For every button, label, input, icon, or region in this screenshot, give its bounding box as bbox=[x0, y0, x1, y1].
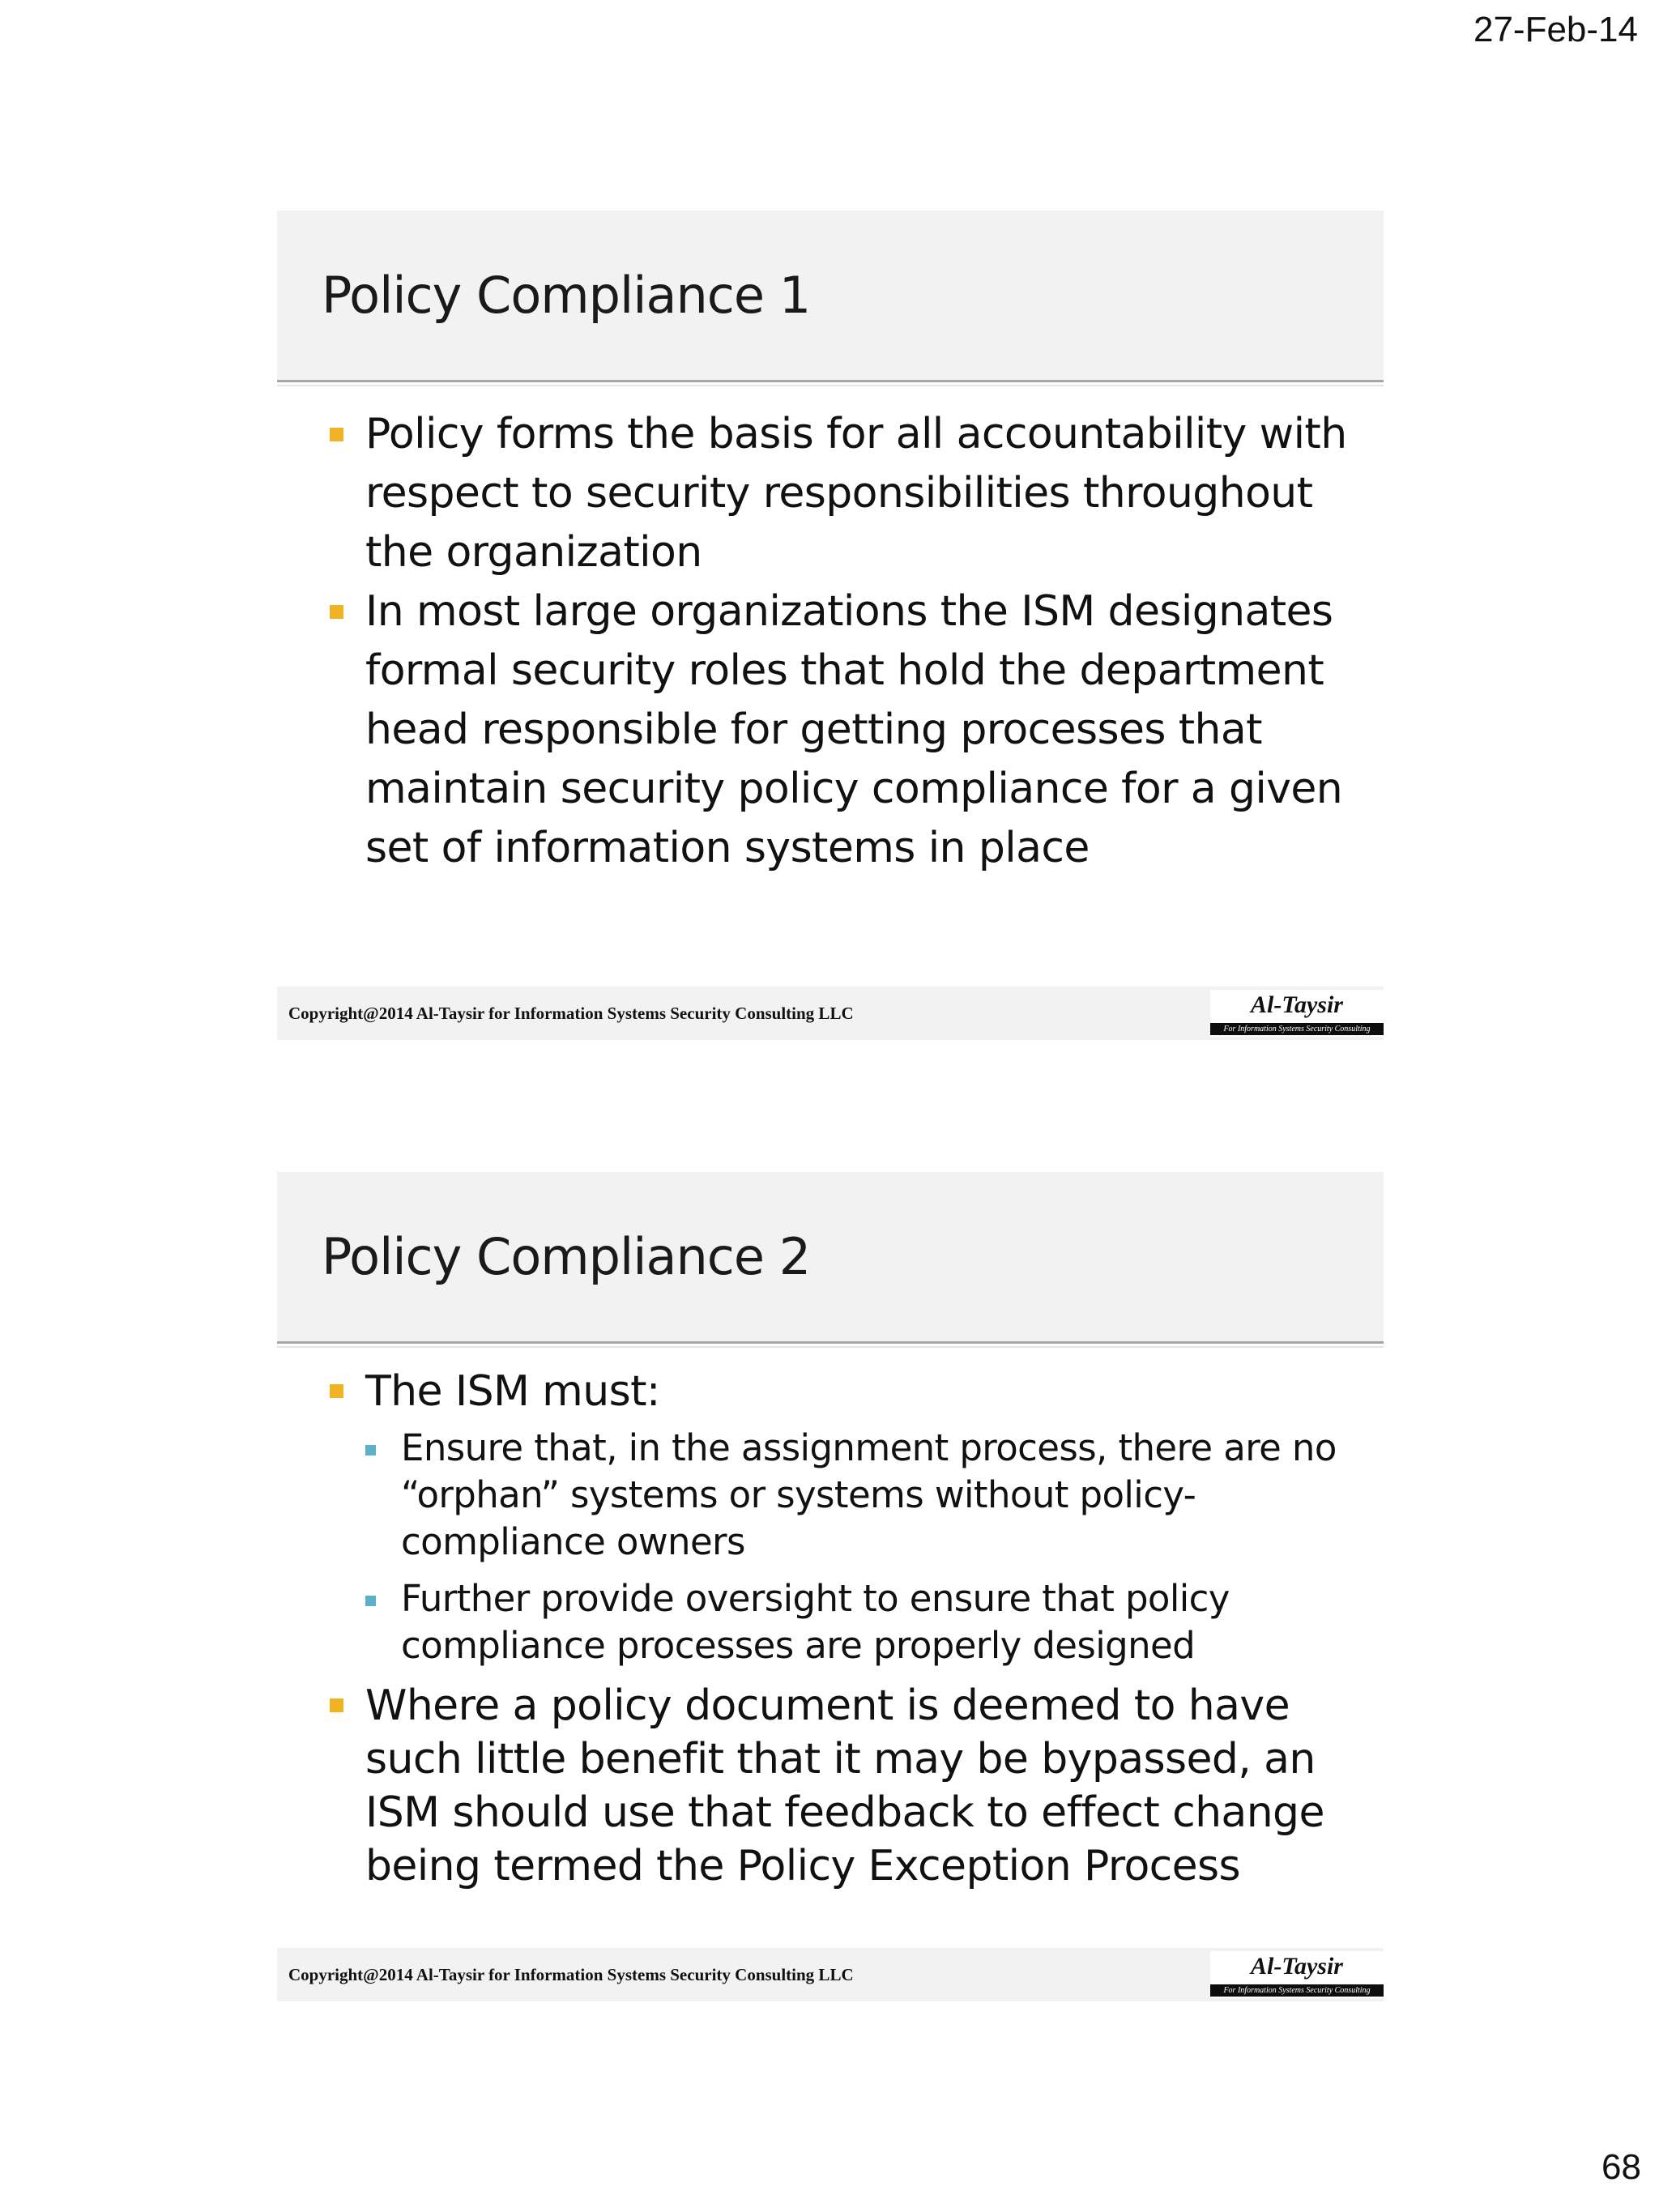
logo-name: Al-Taysir bbox=[1251, 1953, 1343, 1980]
sub-bullet-list bbox=[365, 1425, 1351, 1669]
sub-bullet-item bbox=[365, 1575, 1351, 1669]
copyright-text: Copyright@2014 Al-Taysir for Information Systems Security Consulting LLC bbox=[288, 1965, 854, 1984]
sub-bullet-text: Ensure that, in the assignment process, there are no “orphan” systems or systems without policy-compliance owners bbox=[401, 1426, 1337, 1563]
bullet-item bbox=[330, 1679, 1351, 1893]
bullet-list bbox=[330, 1365, 1351, 1893]
bullet-square-icon bbox=[330, 1698, 343, 1712]
bullet-square-icon bbox=[330, 428, 343, 441]
slide-policy-compliance-2 bbox=[277, 1172, 1384, 2001]
logo-tagline: For Information Systems Security Consulting bbox=[1210, 1984, 1384, 1997]
slide-header bbox=[277, 211, 1384, 382]
slide-footer bbox=[277, 1948, 1384, 2001]
copyright-text: Copyright@2014 Al-Taysir for Information Systems Security Consulting LLC bbox=[288, 1004, 854, 1023]
bullet-text: Policy forms the basis for all accountability with respect to security responsibilities throughout the organization bbox=[365, 410, 1347, 577]
al-taysir-logo bbox=[1210, 990, 1384, 1037]
sub-bullet-item bbox=[365, 1425, 1351, 1566]
slide-header bbox=[277, 1172, 1384, 1344]
bullet-square-icon bbox=[330, 1384, 343, 1398]
sub-bullet-text: Further provide oversight to ensure that policy compliance processes are properly designed bbox=[401, 1577, 1230, 1667]
slide-footer bbox=[277, 987, 1384, 1040]
al-taysir-logo bbox=[1210, 1951, 1384, 1998]
slide-title: Policy Compliance 2 bbox=[322, 1227, 811, 1286]
bullet-text: The ISM must: bbox=[365, 1367, 660, 1416]
bullet-text: Where a policy document is deemed to have such little benefit that it may be bypassed, an ISM should use that feedback to effect change being termed the Policy Exception Process bbox=[365, 1681, 1324, 1890]
slide-title: Policy Compliance 1 bbox=[322, 266, 811, 325]
slide-policy-compliance-1 bbox=[277, 211, 1384, 1040]
sub-bullet-group bbox=[365, 1425, 1351, 1669]
bullet-square-icon bbox=[330, 605, 343, 619]
bullet-item bbox=[330, 582, 1351, 878]
sub-bullet-square-icon bbox=[365, 1596, 376, 1606]
bullet-text: In most large organizations the ISM designates formal security roles that hold the department head responsible for getting processes that maintain security policy compliance for a given set of information systems in place bbox=[365, 587, 1343, 872]
page-date: 27-Feb-14 bbox=[1473, 10, 1638, 49]
page-number: 68 bbox=[1601, 2147, 1641, 2187]
bullet-item bbox=[330, 1365, 1351, 1418]
sub-bullet-square-icon bbox=[365, 1445, 376, 1455]
logo-name: Al-Taysir bbox=[1251, 991, 1343, 1018]
bullet-list bbox=[330, 405, 1351, 878]
bullet-item bbox=[330, 405, 1351, 582]
logo-tagline: For Information Systems Security Consulting bbox=[1210, 1023, 1384, 1035]
